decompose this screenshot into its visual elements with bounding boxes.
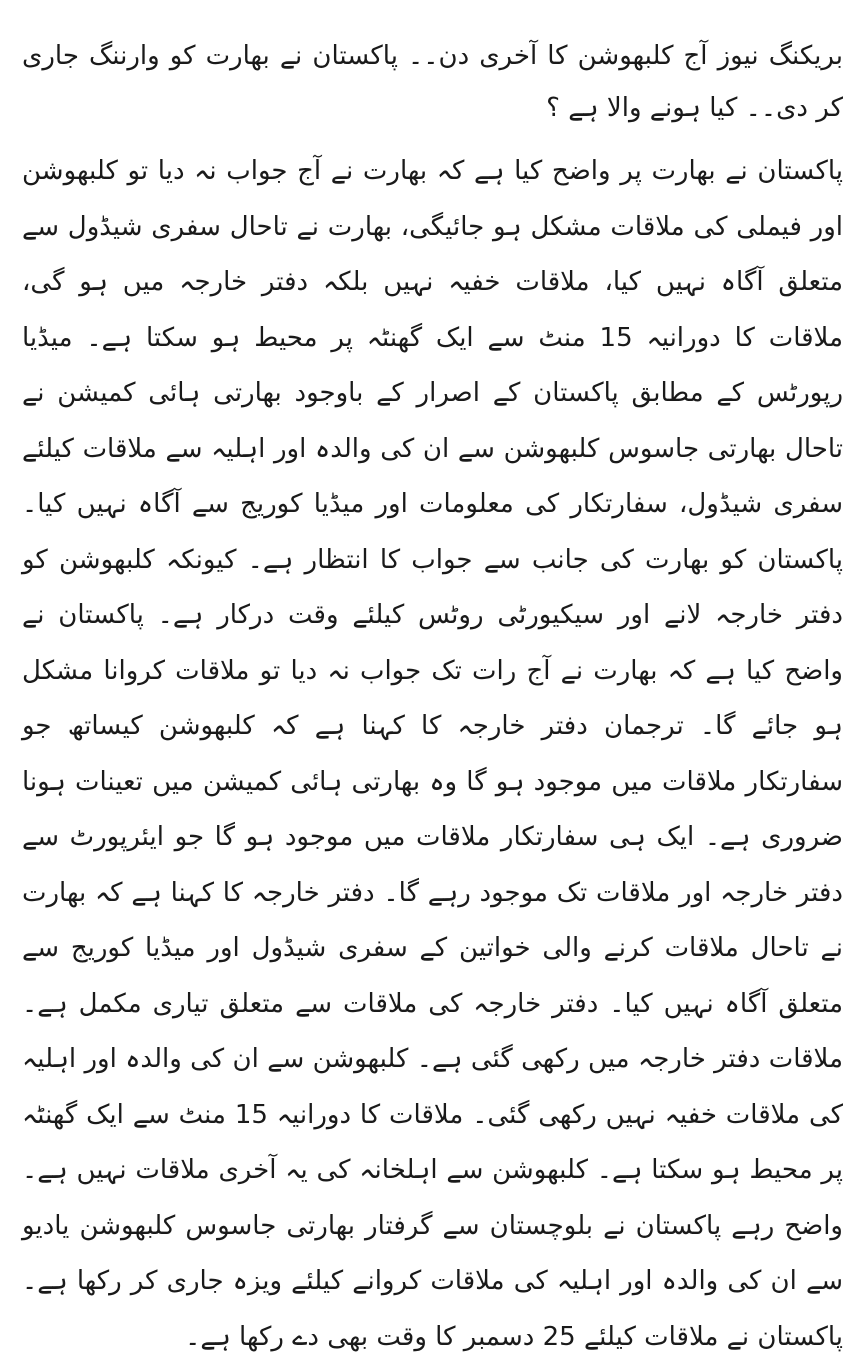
article-headline: بریکنگ نیوز آج کلبھوشن کا آخری دن۔۔ پاکستان نے بھارت کو وارننگ جاری کر دی۔۔ کیا ہونے والا ہے ؟ xyxy=(22,41,843,123)
article-body: پاکستان نے بھارت پر واضح کیا ہے کہ بھارت نے آج جواب نہ دیا تو کلبھوشن اور فیملی کی ملاقات مشکل ہو جائیگی، بھارت نے تاحال سفری شیڈول سے متعلق آگاہ نہیں کیا، ملاقات خفیہ نہیں بلکہ دفتر خارجہ میں ہو گی، ملاقات کا دورانیہ 15 منٹ سے ایک گھنٹہ پر محیط ہو سکتا ہے۔ میڈیا رپورٹس کے مطابق پاکستان کے اصرار کے باوجود بھارتی ہائی کمیشن نے تاحال بھارتی جاسوس کلبھوشن سے ان کی والدہ اور اہلیہ سے ملاقات کیلئے سفری شیڈول، سفارتکار کی معلومات اور میڈیا کوریج سے آگاہ نہیں کیا۔ پاکستان کو بھارت کی جانب سے جواب کا انتظار ہے۔ کیونکہ کلبھوشن کو دفتر خارجہ لانے اور سیکیورٹی روٹس کیلئے وقت درکار ہے۔ پاکستان نے واضح کیا ہے کہ بھارت نے آج رات تک جواب نہ دیا تو ملاقات کروانا مشکل ہو جائے گا۔ ترجمان دفتر خارجہ کا کہنا ہے کہ کلبھوشن کیساتھ جو سفارتکار ملاقات میں موجود ہو گا وہ بھارتی ہائی کمیشن میں تعینات ہونا ضروری ہے۔ ایک ہی سفارتکار ملاقات میں موجود ہو گا جو ایئرپورٹ سے دفتر خارجہ اور ملاقات تک موجود رہے گا۔ دفتر خارجہ کا کہنا ہے کہ بھارت نے تاحال ملاقات کرنے والی خواتین کے سفری شیڈول اور میڈیا کوریج سے متعلق آگاہ نہیں کیا۔ دفتر خارجہ کی ملاقات سے متعلق تیاری مکمل ہے۔ ملاقات دفتر خارجہ میں رکھی گئی ہے۔ کلبھوشن سے ان کی والدہ اور اہلیہ کی ملاقات خفیہ نہیں رکھی گئی۔ ملاقات کا دورانیہ 15 منٹ سے ایک گھنٹہ پر محیط ہو سکتا ہے۔ کلبھوشن سے اہلخانہ کی یہ آخری ملاقات نہیں ہے۔ واضح رہے پاکستان نے بلوچستان سے گرفتار بھارتی جاسوس کلبھوشن یادیو سے ان کی والدہ اور اہلیہ کی ملاقات کروانے کیلئے ویزہ جاری کر رکھا ہے۔ پاکستان نے ملاقات کیلئے 25 دسمبر کا وقت بھی دے رکھا ہے۔ xyxy=(22,156,843,1352)
